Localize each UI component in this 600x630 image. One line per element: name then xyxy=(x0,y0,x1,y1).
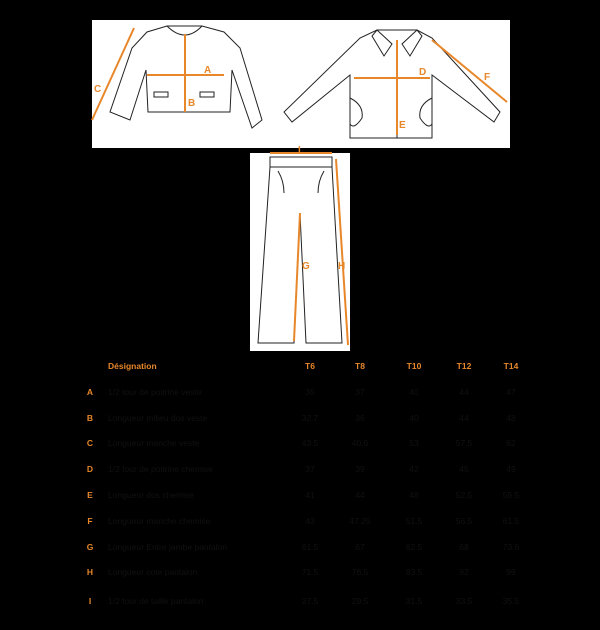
row-value: 83.5 xyxy=(405,567,423,577)
table-row xyxy=(73,413,533,429)
table-row xyxy=(73,596,533,612)
row-letter: B xyxy=(86,413,94,423)
row-value: 32.7 xyxy=(301,413,319,423)
row-label: 1/2 tour de taille pantalon xyxy=(108,596,204,606)
row-letter: H xyxy=(86,567,94,577)
pants-label-i: I xyxy=(298,145,301,156)
row-value: 67 xyxy=(355,542,365,552)
row-value: 35 xyxy=(305,387,315,397)
row-value: 61.5 xyxy=(502,516,520,526)
shirt-label-d: D xyxy=(419,67,427,78)
row-label: Longueur milieu dos veste xyxy=(108,413,208,423)
row-value: 52.5 xyxy=(455,490,473,500)
row-value: 62.5 xyxy=(405,542,423,552)
table-row xyxy=(73,438,533,454)
size-table xyxy=(73,352,533,620)
row-value: 31.5 xyxy=(405,596,423,606)
row-value: 36 xyxy=(355,413,365,423)
row-value: 29.5 xyxy=(351,596,369,606)
table-row xyxy=(73,567,533,583)
header-size: T12 xyxy=(456,361,472,371)
row-value: 76.5 xyxy=(351,567,369,577)
shirt-illustration xyxy=(284,30,500,138)
header-size: T8 xyxy=(355,361,365,371)
shirt-label-f: F xyxy=(484,72,491,83)
row-letter: C xyxy=(86,438,94,448)
row-value: 62 xyxy=(506,438,516,448)
row-value: 40 xyxy=(409,387,419,397)
table-row xyxy=(73,516,533,532)
jacket-label-a: A xyxy=(204,65,212,76)
header-size: T6 xyxy=(305,361,315,371)
row-value: 43 xyxy=(305,516,315,526)
header-size: T14 xyxy=(503,361,519,371)
row-value: 33.5 xyxy=(455,596,473,606)
row-value: 71.5 xyxy=(301,567,319,577)
row-value: 47 xyxy=(506,387,516,397)
measure-line-c xyxy=(92,28,134,120)
table-row xyxy=(73,490,533,506)
row-value: 44 xyxy=(459,387,469,397)
row-letter: G xyxy=(86,542,94,552)
row-label: 1/2 tour de poitrine veste xyxy=(108,387,202,397)
row-value: 53 xyxy=(409,438,419,448)
measure-line-h xyxy=(336,159,348,345)
row-letter: I xyxy=(88,596,92,606)
row-value: 40.6 xyxy=(351,438,369,448)
shirt-label-e: E xyxy=(399,120,406,131)
row-value: 56.5 xyxy=(502,490,520,500)
row-value: 47.25 xyxy=(349,516,371,526)
garment-diagram-top xyxy=(92,20,510,148)
table-row xyxy=(73,542,533,558)
row-value: 37 xyxy=(305,464,315,474)
measure-line-f xyxy=(432,40,507,102)
row-value: 61.5 xyxy=(301,542,319,552)
row-value: 41 xyxy=(305,490,315,500)
jacket-label-c: C xyxy=(94,84,102,95)
jacket-label-b: B xyxy=(188,98,196,109)
pants-label-h: H xyxy=(338,261,346,272)
row-value: 42 xyxy=(409,464,419,474)
row-value: 27.5 xyxy=(301,596,319,606)
row-value: 99 xyxy=(506,567,516,577)
row-label: Longueur dos chemise xyxy=(108,490,195,500)
row-label: 1/2 tour de poitrine chemise xyxy=(108,464,213,474)
row-label: Longueur manche veste xyxy=(108,438,200,448)
row-value: 48 xyxy=(409,490,419,500)
row-letter: D xyxy=(86,464,94,474)
row-value: 68 xyxy=(459,542,469,552)
row-value: 37 xyxy=(355,387,365,397)
row-value: 44 xyxy=(355,490,365,500)
row-value: 92 xyxy=(459,567,469,577)
row-label: Longueur Entre jambe pantalon xyxy=(108,542,228,552)
row-value: 40 xyxy=(409,413,419,423)
row-value: 35.5 xyxy=(502,596,520,606)
pants-illustration xyxy=(258,157,342,343)
row-value: 56.5 xyxy=(455,516,473,526)
pants-label-g: G xyxy=(302,261,310,272)
table-row xyxy=(73,387,533,403)
header-size: T10 xyxy=(406,361,422,371)
row-letter: A xyxy=(86,387,94,397)
row-value: 51.5 xyxy=(405,516,423,526)
row-value: 49 xyxy=(506,464,516,474)
row-value: 73.6 xyxy=(502,542,520,552)
row-value: 44 xyxy=(459,413,469,423)
row-value: 57.5 xyxy=(455,438,473,448)
row-letter: E xyxy=(87,490,93,500)
row-value: 45 xyxy=(459,464,469,474)
row-value: 48 xyxy=(506,413,516,423)
table-row xyxy=(73,464,533,480)
row-label: Longueur manche chemise xyxy=(108,516,211,526)
row-value: 39 xyxy=(355,464,365,474)
row-label: Longueur cote pantalon xyxy=(108,567,198,577)
header-designation: Désignation xyxy=(108,361,157,371)
garment-diagram-pants xyxy=(250,145,350,351)
row-letter: F xyxy=(87,516,93,526)
table-header xyxy=(73,361,533,377)
measure-line-g xyxy=(294,213,300,341)
row-value: 43.5 xyxy=(301,438,319,448)
